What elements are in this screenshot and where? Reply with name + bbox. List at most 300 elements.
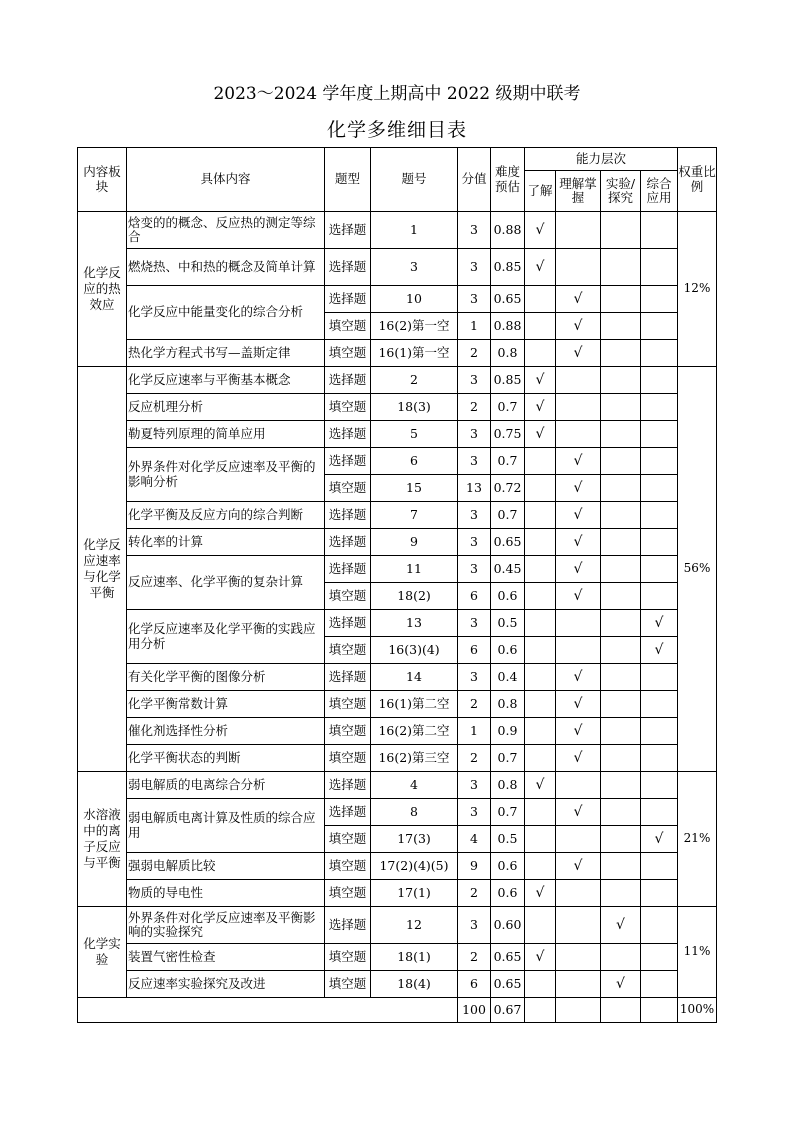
ability-level-cell xyxy=(601,421,641,448)
question-number-cell: 18(1) xyxy=(371,944,458,971)
ability-level-cell xyxy=(556,637,601,664)
table-row xyxy=(78,529,717,556)
difficulty-cell: 0.8 xyxy=(491,772,525,799)
check-mark: √ xyxy=(556,745,601,772)
total-blank-cell xyxy=(78,998,458,1023)
ability-level-cell xyxy=(641,394,678,421)
question-number-cell: 6 xyxy=(371,448,458,475)
table-row xyxy=(78,502,717,529)
check-mark: √ xyxy=(601,971,641,998)
page-title: 2023～2024 学年度上期高中 2022 级期中联考 xyxy=(213,84,581,104)
ability-level-cell xyxy=(601,394,641,421)
check-mark: √ xyxy=(556,502,601,529)
table-row xyxy=(78,880,717,907)
ability-level-cell xyxy=(601,772,641,799)
ability-level-cell xyxy=(556,249,601,286)
header-weight: 权重比例 xyxy=(678,148,717,212)
table-row xyxy=(78,286,717,313)
content-cell: 有关化学平衡的图像分析 xyxy=(127,664,325,691)
table-row xyxy=(78,971,717,998)
ability-level-cell xyxy=(556,944,601,971)
question-number-cell: 8 xyxy=(371,799,458,826)
question-number-cell: 9 xyxy=(371,529,458,556)
question-type-cell: 填空题 xyxy=(325,826,371,853)
ability-level-cell xyxy=(641,799,678,826)
question-type-cell: 选择题 xyxy=(325,610,371,637)
content-cell: 弱电解质的电离综合分析 xyxy=(127,772,325,799)
difficulty-cell: 0.6 xyxy=(491,583,525,610)
check-mark: √ xyxy=(556,853,601,880)
ability-level-cell xyxy=(556,772,601,799)
header-level-experiment: 实验/探究 xyxy=(601,171,641,212)
score-cell: 3 xyxy=(458,529,491,556)
ability-level-cell xyxy=(601,367,641,394)
ability-level-cell xyxy=(601,340,641,367)
total-difficulty-cell: 0.67 xyxy=(491,998,525,1023)
question-type-cell: 填空题 xyxy=(325,971,371,998)
check-mark: √ xyxy=(525,212,556,249)
ability-level-cell xyxy=(525,556,556,583)
ability-level-cell xyxy=(601,583,641,610)
table-row xyxy=(78,610,717,637)
question-type-cell: 填空题 xyxy=(325,853,371,880)
table-row xyxy=(78,340,717,367)
content-cell: 外界条件对化学反应速率及平衡的影响分析 xyxy=(127,448,325,502)
difficulty-cell: 0.9 xyxy=(491,718,525,745)
score-cell: 3 xyxy=(458,249,491,286)
question-number-cell: 17(2)(4)(5) xyxy=(371,853,458,880)
question-number-cell: 1 xyxy=(371,212,458,249)
question-type-cell: 填空题 xyxy=(325,313,371,340)
difficulty-cell: 0.7 xyxy=(491,448,525,475)
score-cell: 9 xyxy=(458,853,491,880)
difficulty-cell: 0.75 xyxy=(491,421,525,448)
question-type-cell: 选择题 xyxy=(325,448,371,475)
score-cell: 3 xyxy=(458,421,491,448)
difficulty-cell: 0.65 xyxy=(491,286,525,313)
table-row xyxy=(78,664,717,691)
difficulty-cell: 0.7 xyxy=(491,799,525,826)
question-number-cell: 14 xyxy=(371,664,458,691)
table-row xyxy=(78,799,717,826)
header-level-apply: 综合应用 xyxy=(641,171,678,212)
difficulty-cell: 0.7 xyxy=(491,745,525,772)
question-type-cell: 选择题 xyxy=(325,286,371,313)
table-row xyxy=(78,718,717,745)
ability-level-cell xyxy=(601,718,641,745)
score-cell: 6 xyxy=(458,637,491,664)
score-cell: 1 xyxy=(458,718,491,745)
difficulty-cell: 0.72 xyxy=(491,475,525,502)
difficulty-cell: 0.65 xyxy=(491,971,525,998)
difficulty-cell: 0.6 xyxy=(491,880,525,907)
ability-level-cell xyxy=(641,556,678,583)
ability-level-cell xyxy=(601,799,641,826)
specification-table xyxy=(77,147,717,1023)
ability-level-cell xyxy=(641,502,678,529)
weight-cell: 56% xyxy=(678,367,717,772)
content-block-cell: 化学实验 xyxy=(78,907,127,998)
header-level-master: 理解掌握 xyxy=(556,171,601,212)
ability-level-cell xyxy=(525,475,556,502)
difficulty-cell: 0.85 xyxy=(491,367,525,394)
ability-level-cell xyxy=(641,448,678,475)
score-cell: 6 xyxy=(458,971,491,998)
ability-level-cell xyxy=(601,745,641,772)
check-mark: √ xyxy=(556,691,601,718)
check-mark: √ xyxy=(525,421,556,448)
check-mark: √ xyxy=(556,313,601,340)
ability-level-cell xyxy=(601,212,641,249)
content-cell: 外界条件对化学反应速率及平衡影响的实验探究 xyxy=(127,907,325,944)
content-block-cell: 化学反应速率与化学平衡 xyxy=(78,367,127,772)
total-level-cell xyxy=(556,998,601,1023)
ability-level-cell xyxy=(601,944,641,971)
table-row xyxy=(78,367,717,394)
question-type-cell: 选择题 xyxy=(325,421,371,448)
question-number-cell: 16(2)第三空 xyxy=(371,745,458,772)
table-row xyxy=(78,394,717,421)
ability-level-cell xyxy=(525,529,556,556)
ability-level-cell xyxy=(641,367,678,394)
check-mark: √ xyxy=(525,880,556,907)
weight-cell: 21% xyxy=(678,772,717,907)
difficulty-cell: 0.7 xyxy=(491,502,525,529)
content-cell: 燃烧热、中和热的概念及简单计算 xyxy=(127,249,325,286)
question-number-cell: 17(1) xyxy=(371,880,458,907)
ability-level-cell xyxy=(525,637,556,664)
content-cell: 化学反应速率与平衡基本概念 xyxy=(127,367,325,394)
page-subtitle: 化学多维细目表 xyxy=(326,119,467,141)
total-level-cell xyxy=(601,998,641,1023)
ability-level-cell xyxy=(601,664,641,691)
score-cell: 3 xyxy=(458,610,491,637)
total-level-cell xyxy=(641,998,678,1023)
content-cell: 勒夏特列原理的简单应用 xyxy=(127,421,325,448)
table-row xyxy=(78,745,717,772)
question-number-cell: 4 xyxy=(371,772,458,799)
difficulty-cell: 0.65 xyxy=(491,529,525,556)
ability-level-cell xyxy=(641,212,678,249)
question-type-cell: 选择题 xyxy=(325,664,371,691)
question-type-cell: 填空题 xyxy=(325,637,371,664)
difficulty-cell: 0.88 xyxy=(491,212,525,249)
question-number-cell: 17(3) xyxy=(371,826,458,853)
ability-level-cell xyxy=(641,583,678,610)
ability-level-cell xyxy=(641,249,678,286)
ability-level-cell xyxy=(601,610,641,637)
score-cell: 2 xyxy=(458,944,491,971)
question-type-cell: 填空题 xyxy=(325,880,371,907)
question-type-cell: 填空题 xyxy=(325,475,371,502)
score-cell: 3 xyxy=(458,799,491,826)
ability-level-cell xyxy=(525,971,556,998)
check-mark: √ xyxy=(641,826,678,853)
difficulty-cell: 0.45 xyxy=(491,556,525,583)
check-mark: √ xyxy=(556,583,601,610)
content-cell: 热化学方程式书写—盖斯定律 xyxy=(127,340,325,367)
question-number-cell: 16(2)第二空 xyxy=(371,718,458,745)
check-mark: √ xyxy=(556,286,601,313)
question-type-cell: 填空题 xyxy=(325,394,371,421)
ability-level-cell xyxy=(525,745,556,772)
question-type-cell: 填空题 xyxy=(325,340,371,367)
question-number-cell: 11 xyxy=(371,556,458,583)
score-cell: 4 xyxy=(458,826,491,853)
content-cell: 反应速率、化学平衡的复杂计算 xyxy=(127,556,325,610)
score-cell: 3 xyxy=(458,212,491,249)
difficulty-cell: 0.7 xyxy=(491,394,525,421)
ability-level-cell xyxy=(556,907,601,944)
score-cell: 3 xyxy=(458,448,491,475)
ability-level-cell xyxy=(601,313,641,340)
content-cell: 弱电解质电离计算及性质的综合应用 xyxy=(127,799,325,853)
check-mark: √ xyxy=(556,556,601,583)
ability-level-cell xyxy=(641,475,678,502)
score-cell: 2 xyxy=(458,880,491,907)
score-cell: 2 xyxy=(458,691,491,718)
header-number: 题号 xyxy=(371,148,458,212)
check-mark: √ xyxy=(601,907,641,944)
question-type-cell: 选择题 xyxy=(325,529,371,556)
ability-level-cell xyxy=(525,691,556,718)
difficulty-cell: 0.8 xyxy=(491,340,525,367)
weight-cell: 11% xyxy=(678,907,717,998)
ability-level-cell xyxy=(641,971,678,998)
check-mark: √ xyxy=(556,529,601,556)
score-cell: 3 xyxy=(458,367,491,394)
ability-level-cell xyxy=(556,212,601,249)
question-number-cell: 18(4) xyxy=(371,971,458,998)
question-type-cell: 填空题 xyxy=(325,944,371,971)
score-cell: 3 xyxy=(458,556,491,583)
question-type-cell: 选择题 xyxy=(325,367,371,394)
question-number-cell: 13 xyxy=(371,610,458,637)
question-number-cell: 3 xyxy=(371,249,458,286)
question-number-cell: 16(1)第二空 xyxy=(371,691,458,718)
ability-level-cell xyxy=(601,286,641,313)
table-row xyxy=(78,907,717,944)
table-row xyxy=(78,853,717,880)
question-type-cell: 选择题 xyxy=(325,799,371,826)
header-difficulty: 难度预估 xyxy=(491,148,525,212)
difficulty-cell: 0.8 xyxy=(491,691,525,718)
question-number-cell: 18(3) xyxy=(371,394,458,421)
table-row xyxy=(78,691,717,718)
score-cell: 3 xyxy=(458,502,491,529)
content-block-cell: 化学反应的热效应 xyxy=(78,212,127,367)
ability-level-cell xyxy=(525,610,556,637)
table-row xyxy=(78,421,717,448)
question-number-cell: 16(3)(4) xyxy=(371,637,458,664)
ability-level-cell xyxy=(601,556,641,583)
question-number-cell: 15 xyxy=(371,475,458,502)
check-mark: √ xyxy=(556,475,601,502)
table-row xyxy=(78,772,717,799)
question-type-cell: 选择题 xyxy=(325,502,371,529)
content-cell: 化学平衡及反应方向的综合判断 xyxy=(127,502,325,529)
ability-level-cell xyxy=(601,529,641,556)
ability-level-cell xyxy=(641,313,678,340)
ability-level-cell xyxy=(641,907,678,944)
question-number-cell: 7 xyxy=(371,502,458,529)
ability-level-cell xyxy=(641,880,678,907)
header-score: 分值 xyxy=(458,148,491,212)
question-number-cell: 16(2)第一空 xyxy=(371,313,458,340)
score-cell: 13 xyxy=(458,475,491,502)
ability-level-cell xyxy=(641,772,678,799)
content-cell: 化学反应中能量变化的综合分析 xyxy=(127,286,325,340)
ability-level-cell xyxy=(641,340,678,367)
score-cell: 6 xyxy=(458,583,491,610)
check-mark: √ xyxy=(641,637,678,664)
ability-level-cell xyxy=(641,529,678,556)
ability-level-cell xyxy=(525,502,556,529)
ability-level-cell xyxy=(525,313,556,340)
content-cell: 反应机理分析 xyxy=(127,394,325,421)
content-cell: 转化率的计算 xyxy=(127,529,325,556)
ability-level-cell xyxy=(525,448,556,475)
content-cell: 物质的导电性 xyxy=(127,880,325,907)
ability-level-cell xyxy=(556,394,601,421)
ability-level-cell xyxy=(601,691,641,718)
header-block: 内容板块 xyxy=(78,148,127,212)
question-type-cell: 选择题 xyxy=(325,772,371,799)
question-number-cell: 2 xyxy=(371,367,458,394)
ability-level-cell xyxy=(525,853,556,880)
score-cell: 2 xyxy=(458,745,491,772)
score-cell: 3 xyxy=(458,664,491,691)
question-type-cell: 选择题 xyxy=(325,212,371,249)
header-level-understand: 了解 xyxy=(525,171,556,212)
content-cell: 焓变的的概念、反应热的测定等综合 xyxy=(127,212,325,249)
ability-level-cell xyxy=(641,745,678,772)
ability-level-cell xyxy=(641,853,678,880)
check-mark: √ xyxy=(556,340,601,367)
content-cell: 化学反应速率及化学平衡的实践应用分析 xyxy=(127,610,325,664)
score-cell: 2 xyxy=(458,394,491,421)
ability-level-cell xyxy=(601,249,641,286)
difficulty-cell: 0.60 xyxy=(491,907,525,944)
ability-level-cell xyxy=(641,691,678,718)
total-level-cell xyxy=(525,998,556,1023)
difficulty-cell: 0.65 xyxy=(491,944,525,971)
table-row xyxy=(78,249,717,286)
ability-level-cell xyxy=(601,637,641,664)
ability-level-cell xyxy=(525,799,556,826)
header-content: 具体内容 xyxy=(127,148,325,212)
question-number-cell: 16(1)第一空 xyxy=(371,340,458,367)
ability-level-cell xyxy=(556,367,601,394)
ability-level-cell xyxy=(525,826,556,853)
question-type-cell: 选择题 xyxy=(325,556,371,583)
ability-level-cell xyxy=(556,610,601,637)
ability-level-cell xyxy=(601,826,641,853)
ability-level-cell xyxy=(641,664,678,691)
check-mark: √ xyxy=(641,610,678,637)
score-cell: 3 xyxy=(458,907,491,944)
header-type: 题型 xyxy=(325,148,371,212)
total-score-cell: 100 xyxy=(458,998,491,1023)
ability-level-cell xyxy=(601,853,641,880)
ability-level-cell xyxy=(525,718,556,745)
difficulty-cell: 0.88 xyxy=(491,313,525,340)
content-cell: 装置气密性检查 xyxy=(127,944,325,971)
ability-level-cell xyxy=(601,448,641,475)
ability-level-cell xyxy=(556,971,601,998)
ability-level-cell xyxy=(641,944,678,971)
check-mark: √ xyxy=(525,394,556,421)
table-body xyxy=(78,212,717,1023)
question-type-cell: 填空题 xyxy=(325,583,371,610)
question-type-cell: 填空题 xyxy=(325,745,371,772)
ability-level-cell xyxy=(556,880,601,907)
question-number-cell: 10 xyxy=(371,286,458,313)
difficulty-cell: 0.6 xyxy=(491,853,525,880)
ability-level-cell xyxy=(525,583,556,610)
check-mark: √ xyxy=(525,367,556,394)
ability-level-cell xyxy=(525,664,556,691)
ability-level-cell xyxy=(601,475,641,502)
table-row xyxy=(78,212,717,249)
ability-level-cell xyxy=(525,286,556,313)
question-number-cell: 5 xyxy=(371,421,458,448)
check-mark: √ xyxy=(556,664,601,691)
ability-level-cell xyxy=(525,340,556,367)
question-type-cell: 填空题 xyxy=(325,718,371,745)
score-cell: 2 xyxy=(458,340,491,367)
difficulty-cell: 0.5 xyxy=(491,610,525,637)
difficulty-cell: 0.4 xyxy=(491,664,525,691)
question-type-cell: 填空题 xyxy=(325,691,371,718)
ability-level-cell xyxy=(601,880,641,907)
content-block-cell: 水溶液中的离子反应与平衡 xyxy=(78,772,127,907)
content-cell: 化学平衡常数计算 xyxy=(127,691,325,718)
ability-level-cell xyxy=(525,907,556,944)
content-cell: 强弱电解质比较 xyxy=(127,853,325,880)
table-row xyxy=(78,556,717,583)
content-cell: 催化剂选择性分析 xyxy=(127,718,325,745)
difficulty-cell: 0.6 xyxy=(491,637,525,664)
table-row xyxy=(78,944,717,971)
check-mark: √ xyxy=(525,772,556,799)
ability-level-cell xyxy=(601,502,641,529)
ability-level-cell xyxy=(641,421,678,448)
check-mark: √ xyxy=(525,249,556,286)
check-mark: √ xyxy=(556,718,601,745)
score-cell: 3 xyxy=(458,286,491,313)
weight-cell: 12% xyxy=(678,212,717,367)
check-mark: √ xyxy=(556,799,601,826)
content-cell: 反应速率实验探究及改进 xyxy=(127,971,325,998)
ability-level-cell xyxy=(556,421,601,448)
question-type-cell: 选择题 xyxy=(325,249,371,286)
total-row xyxy=(78,998,717,1023)
question-number-cell: 18(2) xyxy=(371,583,458,610)
check-mark: √ xyxy=(556,448,601,475)
total-weight-cell: 100% xyxy=(678,998,717,1023)
score-cell: 1 xyxy=(458,313,491,340)
question-number-cell: 12 xyxy=(371,907,458,944)
table-row xyxy=(78,448,717,475)
content-cell: 化学平衡状态的判断 xyxy=(127,745,325,772)
ability-level-cell xyxy=(641,286,678,313)
ability-level-cell xyxy=(641,718,678,745)
check-mark: √ xyxy=(525,944,556,971)
score-cell: 3 xyxy=(458,772,491,799)
header-ability: 能力层次 xyxy=(525,148,678,171)
question-type-cell: 选择题 xyxy=(325,907,371,944)
